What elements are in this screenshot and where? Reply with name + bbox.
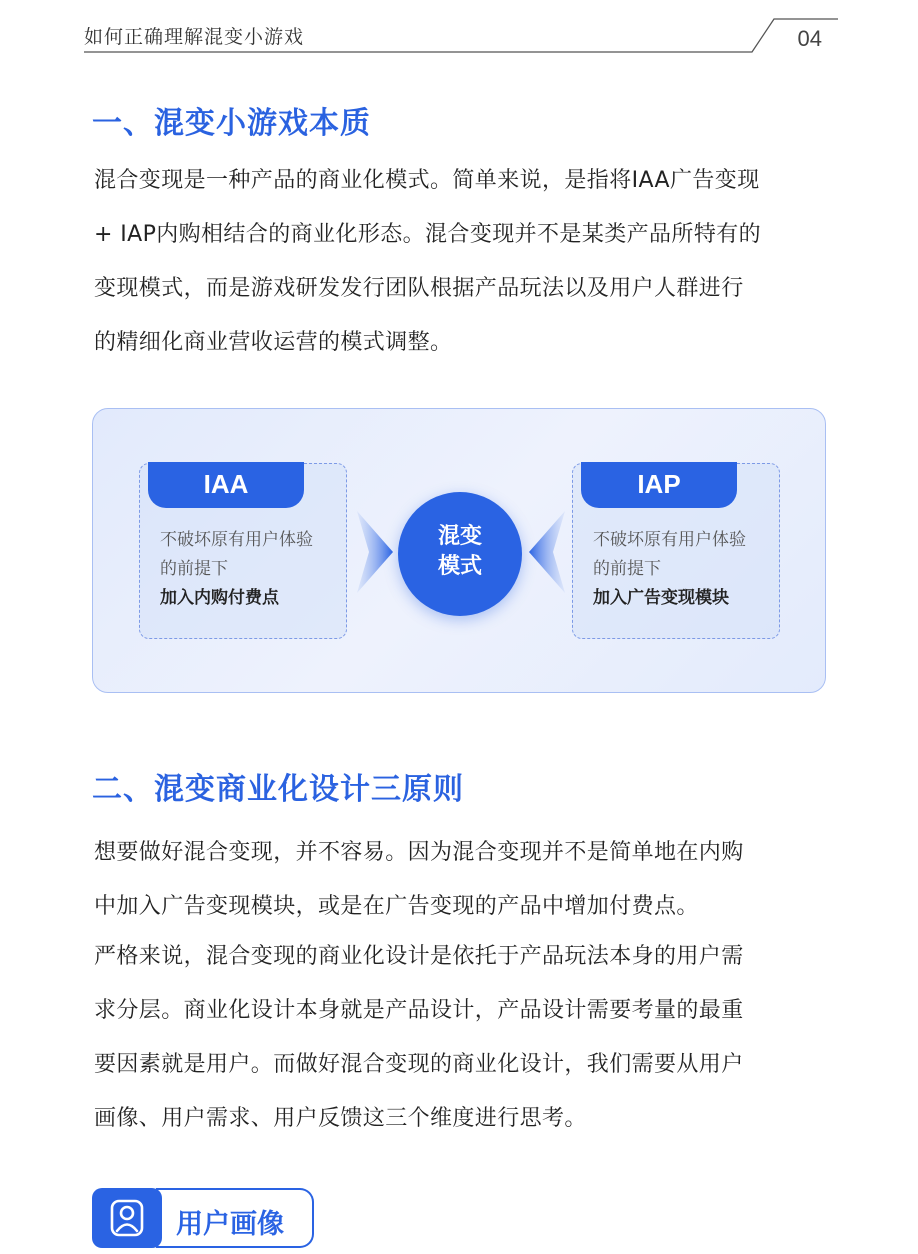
text-line: + IAP内购相结合的商业化形态。混合变现并不是某类产品所特有的	[94, 222, 762, 247]
iap-card-description	[593, 526, 746, 584]
text-line: 求分层。商业化设计本身就是产品设计，产品设计需要考量的最重	[94, 998, 744, 1023]
iap-card-highlight: 加入广告变现模块	[593, 588, 729, 608]
text-line: 要因素就是用户。而做好混合变现的商业化设计，我们需要从用户	[94, 1052, 744, 1077]
text-line: 想要做好混合变现，并不容易。因为混合变现并不是简单地在内购	[94, 840, 744, 865]
section-2-paragraph-1	[94, 826, 834, 934]
text-line: 严格来说，混合变现的商业化设计是依托于产品玩法本身的用户需	[94, 944, 744, 969]
hybrid-mode-circle	[398, 492, 522, 616]
text-line: 不破坏原有用户体验	[160, 530, 313, 550]
iaa-card-tab: IAA	[148, 462, 304, 508]
text-line: 画像、用户需求、用户反馈这三个维度进行思考。	[94, 1106, 587, 1131]
text-line: 混合变现是一种产品的商业化模式。简单来说，是指将IAA广告变现	[94, 168, 760, 193]
text-line: 中加入广告变现模块，或是在广告变现的产品中增加付费点。	[94, 894, 699, 919]
iaa-card-description	[160, 526, 313, 584]
section-1-paragraph	[94, 154, 834, 370]
section-1-title: 一、混变小游戏本质	[92, 106, 371, 141]
text-line: 混变	[437, 524, 482, 549]
badge-icon-box	[92, 1188, 162, 1248]
hybrid-mode-label	[398, 522, 522, 582]
text-line: 变现模式，而是游戏研发发行团队根据产品玩法以及用户人群进行	[94, 276, 744, 301]
page-header	[84, 14, 838, 60]
badge-label-box	[156, 1188, 314, 1248]
page-number: 04	[797, 26, 822, 51]
iap-card-tab: IAP	[581, 462, 737, 508]
right-arrow-icon	[355, 511, 395, 593]
text-line: 的精细化商业营收运营的模式调整。	[94, 330, 453, 355]
document-title: 如何正确理解混变小游戏	[84, 26, 305, 48]
badge-label: 用户画像	[176, 1209, 284, 1240]
hybrid-model-diagram	[92, 408, 826, 693]
user-icon	[92, 1188, 162, 1248]
iaa-card	[139, 463, 347, 639]
text-line: 模式	[437, 554, 482, 579]
text-line: 不破坏原有用户体验	[593, 530, 746, 550]
iaa-card-highlight: 加入内购付费点	[160, 588, 279, 608]
text-line: 的前提下	[593, 559, 661, 579]
user-persona-badge	[92, 1188, 314, 1254]
section-2-title: 二、混变商业化设计三原则	[92, 772, 464, 807]
iap-card	[572, 463, 780, 639]
text-line: 的前提下	[160, 559, 228, 579]
section-2-paragraph-2	[94, 930, 834, 1146]
left-arrow-icon	[527, 511, 567, 593]
